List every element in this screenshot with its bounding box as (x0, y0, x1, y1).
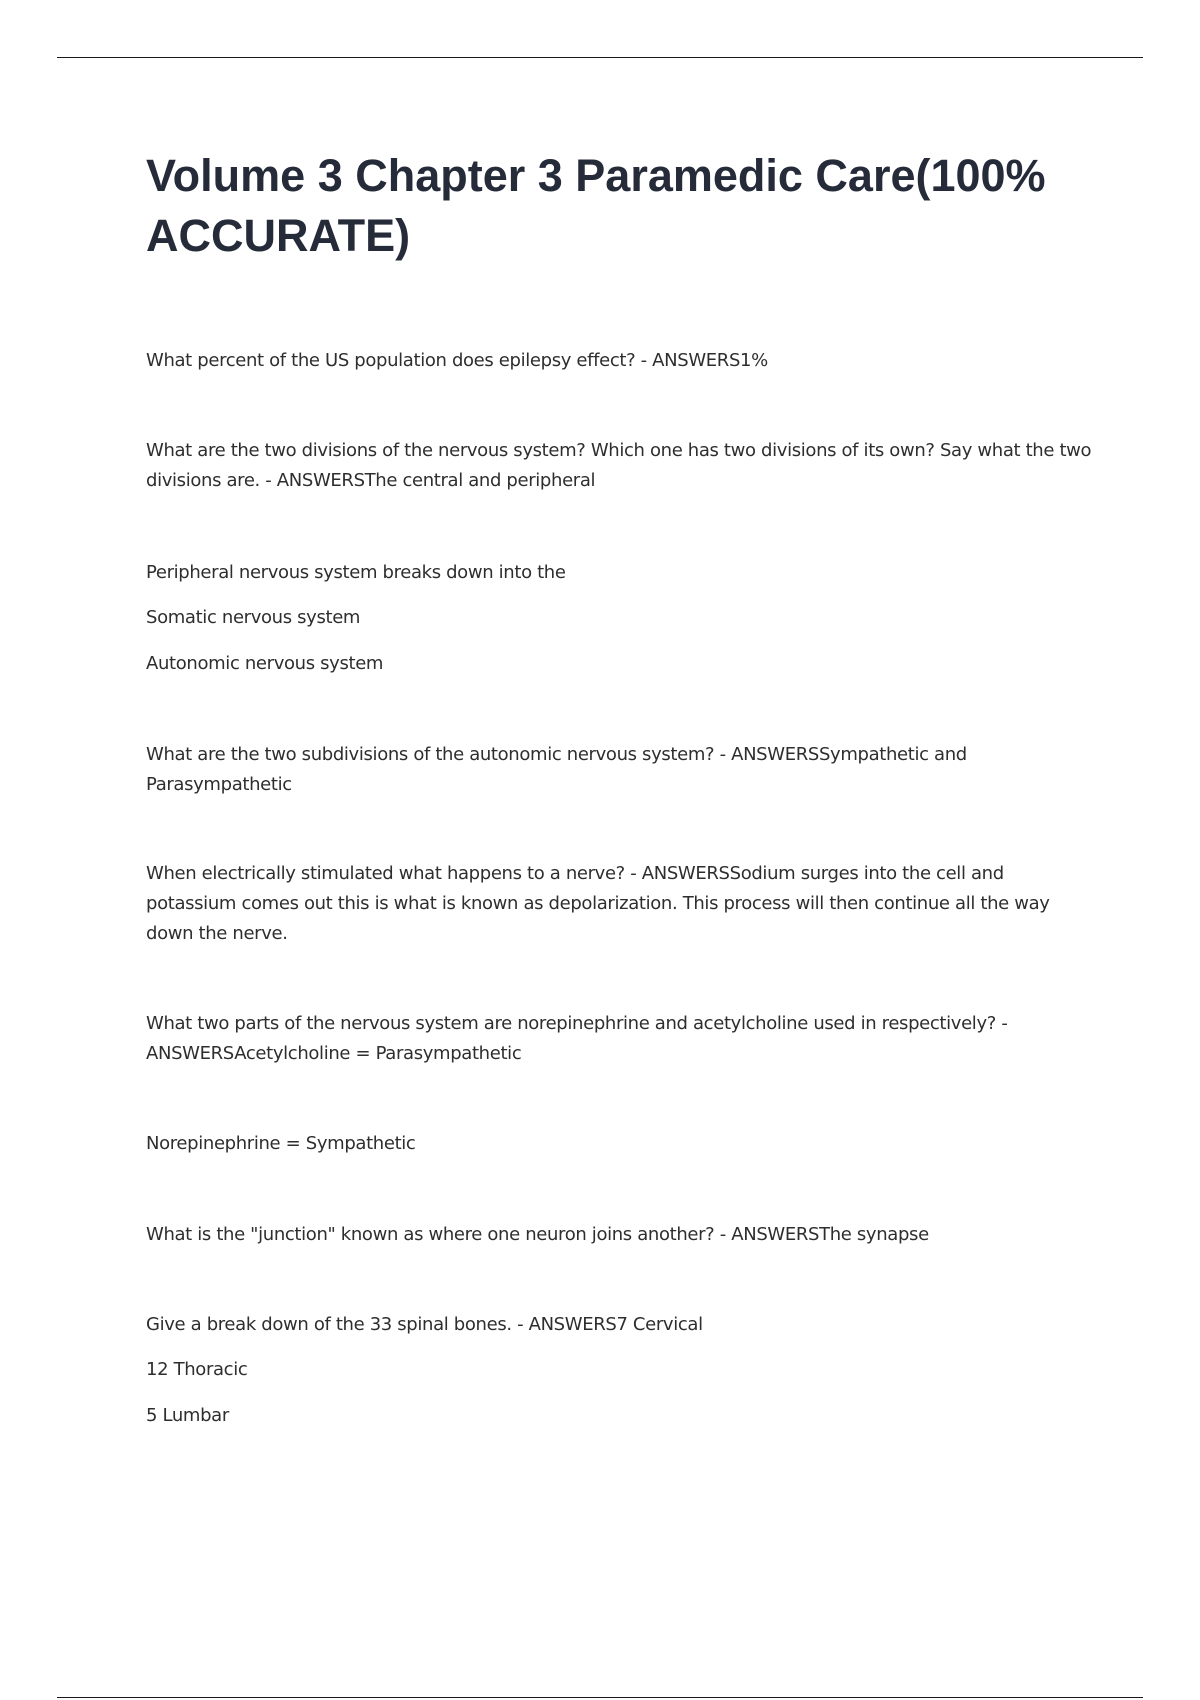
text-autonomic: Autonomic nervous system (146, 653, 384, 674)
qa-nerve-stimulation: When electrically stimulated what happens to a nerve? - ANSWERSSodium surges into the cell and potassium comes out this is what is known as depolarization. This process will then continue all the way down the nerve. (146, 863, 1050, 944)
document-title: Volume 3 Chapter 3 Paramedic Care(100% ACCURATE) (146, 150, 1046, 261)
qa-nervous-divisions: What are the two divisions of the nervous system? Which one has two divisions of its own? Say what the two divisions are. - ANSWERSThe central and peripheral (146, 440, 1092, 491)
text-thoracic: 12 Thoracic (146, 1359, 248, 1380)
text-peripheral: Peripheral nervous system breaks down into the (146, 562, 566, 583)
text-somatic: Somatic nervous system (146, 607, 361, 628)
qa-autonomic-subdivisions: What are the two subdivisions of the autonomic nervous system? - ANSWERSSympathetic and Parasympathetic (146, 744, 967, 795)
text-norepinephrine: Norepinephrine = Sympathetic (146, 1133, 416, 1154)
qa-synapse: What is the "junction" known as where one neuron joins another? - ANSWERSThe synapse (146, 1224, 929, 1245)
bottom-rule (57, 1697, 1143, 1698)
qa-neurotransmitters: What two parts of the nervous system are norepinephrine and acetylcholine used in respectively? - ANSWERSAcetylcholine = Parasympathetic (146, 1013, 1008, 1064)
qa-epilepsy: What percent of the US population does epilepsy effect? - ANSWERS1% (146, 350, 768, 371)
top-rule (57, 57, 1143, 58)
qa-spinal-bones: Give a break down of the 33 spinal bones. - ANSWERS7 Cervical (146, 1314, 703, 1335)
text-lumbar: 5 Lumbar (146, 1405, 229, 1426)
